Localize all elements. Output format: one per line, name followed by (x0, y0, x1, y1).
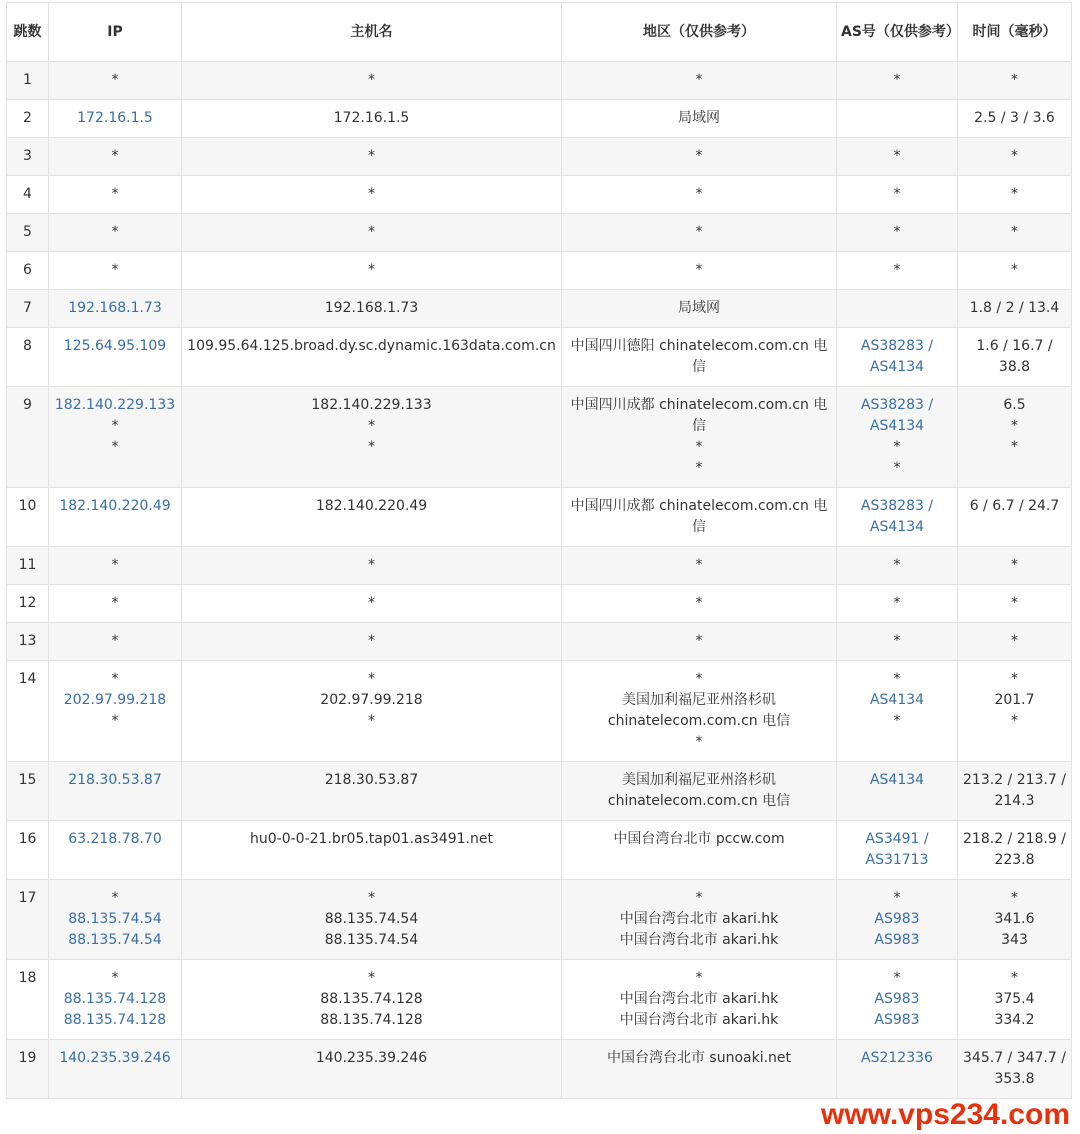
region-cell-text: * (695, 671, 703, 687)
ip-link[interactable]: 202.97.99.218 (63, 692, 167, 708)
region-cell (562, 585, 837, 623)
time-cell-text: * (1011, 557, 1018, 573)
hostname-cell-text: 88.135.74.54 (324, 932, 419, 948)
hostname-cell-text: * (368, 633, 375, 649)
as-cell-text: * (893, 262, 901, 278)
region-cell-text: 中国台湾台北市 akari.hk (619, 911, 779, 927)
time-cell-text: * (1011, 970, 1018, 986)
header-region: 地区（仅供参考） (562, 3, 837, 62)
ip-cell-text: * (111, 970, 119, 986)
hostname-cell (182, 547, 562, 585)
time-cell-text: 343 (1001, 932, 1028, 948)
ip-cell (49, 623, 182, 661)
hostname-cell-text: * (368, 439, 375, 455)
table-row (7, 960, 1072, 1040)
table-row (7, 1040, 1072, 1099)
time-cell (958, 100, 1072, 138)
ip-cell (49, 138, 182, 176)
time-cell (958, 488, 1072, 547)
region-cell (562, 252, 837, 290)
as-cell (837, 960, 958, 1040)
time-cell (958, 138, 1072, 176)
as-cell-text: * (893, 671, 901, 687)
table-row (7, 762, 1072, 821)
region-cell-text: 中国台湾台北市 akari.hk (619, 991, 779, 1007)
table-row (7, 214, 1072, 252)
region-cell-text: 局域网 (678, 300, 720, 316)
as-cell (837, 290, 958, 328)
hostname-cell (182, 1040, 562, 1099)
time-cell (958, 1040, 1072, 1099)
header-hostname: 主机名 (182, 3, 562, 62)
time-cell (958, 960, 1072, 1040)
ip-link[interactable]: 140.235.39.246 (59, 1050, 171, 1066)
time-cell (958, 547, 1072, 585)
region-cell (562, 214, 837, 252)
time-cell-text: * (1011, 595, 1018, 611)
time-cell (958, 252, 1072, 290)
time-cell-text: * (1011, 439, 1018, 455)
hostname-cell-text: * (368, 671, 375, 687)
ip-cell (49, 252, 182, 290)
region-cell (562, 488, 837, 547)
as-cell (837, 661, 958, 762)
hop-cell: 13 (7, 623, 49, 661)
region-cell (562, 100, 837, 138)
table-row (7, 100, 1072, 138)
time-cell (958, 62, 1072, 100)
ip-cell-text: * (111, 557, 119, 573)
table-row (7, 328, 1072, 387)
as-cell (837, 1040, 958, 1099)
time-cell-text: 1.6 / 16.7 / 38.8 (976, 338, 1053, 375)
hostname-cell-text: 182.140.229.133 (311, 397, 432, 413)
hop-cell: 14 (7, 661, 49, 762)
ip-link[interactable]: 182.140.220.49 (59, 498, 171, 514)
time-cell-text: 375.4 (994, 991, 1035, 1007)
region-cell-text: * (695, 460, 703, 476)
hostname-cell-text: 88.135.74.54 (324, 911, 419, 927)
as-cell (837, 821, 958, 880)
hostname-cell-text: * (368, 224, 375, 240)
ip-cell (49, 821, 182, 880)
hostname-cell (182, 328, 562, 387)
ip-cell-text: * (111, 439, 119, 455)
hop-cell: 10 (7, 488, 49, 547)
as-cell-text: * (893, 890, 901, 906)
time-cell (958, 821, 1072, 880)
hostname-cell (182, 62, 562, 100)
time-cell-text: 213.2 / 213.7 / 214.3 (963, 772, 1066, 809)
as-link[interactable]: AS3491 / AS31713 (865, 831, 929, 868)
ip-cell-text: * (111, 148, 119, 164)
hostname-cell-text: * (368, 595, 375, 611)
hostname-cell-text: * (368, 262, 375, 278)
region-cell-text: * (695, 970, 703, 986)
ip-cell (49, 547, 182, 585)
ip-cell-text: * (111, 72, 119, 88)
ip-cell-text: * (111, 713, 119, 729)
as-link[interactable]: AS983 (874, 911, 920, 927)
ip-link[interactable]: 88.135.74.54 (68, 932, 162, 948)
region-cell (562, 62, 837, 100)
hop-cell: 9 (7, 387, 49, 488)
ip-link[interactable]: 88.135.74.128 (63, 1012, 167, 1028)
hostname-cell (182, 960, 562, 1040)
hostname-cell-text: 172.16.1.5 (333, 110, 410, 126)
time-cell-text: * (1011, 72, 1018, 88)
hop-cell: 16 (7, 821, 49, 880)
as-cell-text: * (893, 439, 901, 455)
region-cell-text: * (695, 224, 703, 240)
region-cell (562, 880, 837, 960)
as-link[interactable]: AS983 (874, 991, 920, 1007)
region-cell (562, 661, 837, 762)
time-cell-text: 341.6 (994, 911, 1035, 927)
hop-cell: 17 (7, 880, 49, 960)
as-link[interactable]: AS38283 / AS4134 (860, 338, 934, 375)
region-cell-text: 美国加利福尼亚州洛杉矶 chinatelecom.com.cn 电信 (607, 772, 791, 809)
ip-cell (49, 488, 182, 547)
hostname-cell-text: 88.135.74.128 (320, 1012, 423, 1028)
region-cell (562, 623, 837, 661)
ip-cell-text: * (111, 671, 119, 687)
hostname-cell (182, 585, 562, 623)
hop-cell: 15 (7, 762, 49, 821)
hop-cell: 4 (7, 176, 49, 214)
table-header-row (7, 3, 1072, 62)
time-cell (958, 214, 1072, 252)
time-cell-text: 2.5 / 3 / 3.6 (974, 110, 1055, 126)
as-cell (837, 762, 958, 821)
time-cell (958, 880, 1072, 960)
region-cell (562, 821, 837, 880)
header-time: 时间（毫秒） (958, 3, 1072, 62)
region-cell-text: * (695, 262, 703, 278)
table-body (7, 62, 1072, 1099)
hostname-cell (182, 100, 562, 138)
as-cell-text: * (893, 186, 901, 202)
ip-link[interactable]: 88.135.74.54 (68, 911, 162, 927)
as-link[interactable]: AS4134 (869, 692, 925, 708)
ip-link[interactable]: 182.140.229.133 (54, 397, 176, 413)
hop-cell: 18 (7, 960, 49, 1040)
ip-link[interactable]: 63.218.78.70 (68, 831, 162, 847)
ip-cell-text: * (111, 418, 119, 434)
hostname-cell-text: 218.30.53.87 (324, 772, 419, 788)
region-cell-text: 中国台湾台北市 akari.hk (619, 932, 779, 948)
time-cell-text: 201.7 (994, 692, 1035, 708)
time-cell-text: 6.5 (1003, 397, 1026, 413)
time-cell-text: * (1011, 186, 1018, 202)
table-row (7, 821, 1072, 880)
ip-cell (49, 290, 182, 328)
table-row (7, 623, 1072, 661)
header-hop: 跳数 (7, 3, 49, 62)
region-cell (562, 387, 837, 488)
as-cell (837, 547, 958, 585)
as-cell-text: * (893, 224, 901, 240)
time-cell (958, 290, 1072, 328)
hostname-cell-text: * (368, 557, 375, 573)
hostname-cell (182, 880, 562, 960)
ip-cell-text: * (111, 186, 119, 202)
as-link[interactable]: AS38283 / AS4134 (860, 498, 934, 535)
hop-cell: 5 (7, 214, 49, 252)
ip-cell-text: * (111, 224, 119, 240)
time-cell (958, 176, 1072, 214)
region-cell (562, 762, 837, 821)
ip-cell (49, 585, 182, 623)
time-cell-text: * (1011, 262, 1018, 278)
as-cell (837, 387, 958, 488)
ip-cell-text: * (111, 890, 119, 906)
region-cell-text: 中国台湾台北市 pccw.com (613, 831, 785, 847)
hop-cell: 19 (7, 1040, 49, 1099)
time-cell-text: 334.2 (994, 1012, 1035, 1028)
ip-cell (49, 62, 182, 100)
region-cell-text: * (695, 186, 703, 202)
hostname-cell (182, 762, 562, 821)
region-cell-text: * (695, 148, 703, 164)
time-cell-text: 218.2 / 218.9 / 223.8 (963, 831, 1066, 868)
hostname-cell-text: * (368, 72, 375, 88)
region-cell-text: * (695, 439, 703, 455)
time-cell (958, 623, 1072, 661)
hostname-cell-text: 192.168.1.73 (324, 300, 419, 316)
hostname-cell-text: 182.140.220.49 (315, 498, 428, 514)
as-link[interactable]: AS983 (874, 932, 920, 948)
hostname-cell-text: * (368, 148, 375, 164)
time-cell-text: * (1011, 418, 1018, 434)
hop-cell: 12 (7, 585, 49, 623)
time-cell-text: 6 / 6.7 / 24.7 (969, 498, 1060, 514)
as-cell (837, 62, 958, 100)
ip-cell (49, 1040, 182, 1099)
as-cell (837, 176, 958, 214)
hostname-cell-text: * (368, 890, 375, 906)
as-cell (837, 214, 958, 252)
table-row (7, 488, 1072, 547)
ip-cell (49, 960, 182, 1040)
as-cell (837, 880, 958, 960)
hostname-cell-text: 140.235.39.246 (315, 1050, 428, 1066)
ip-cell-text: * (111, 633, 119, 649)
as-cell (837, 328, 958, 387)
hostname-cell (182, 138, 562, 176)
hostname-cell (182, 214, 562, 252)
as-cell-text: * (893, 970, 901, 986)
region-cell-text: 美国加利福尼亚州洛杉矶 chinatelecom.com.cn 电信 (607, 692, 791, 729)
time-cell-text: * (1011, 148, 1018, 164)
region-cell (562, 290, 837, 328)
table-row (7, 252, 1072, 290)
ip-cell-text: * (111, 262, 119, 278)
header-ip: IP (49, 3, 182, 62)
hop-cell: 3 (7, 138, 49, 176)
as-cell (837, 623, 958, 661)
region-cell-text: * (695, 557, 703, 573)
ip-cell (49, 328, 182, 387)
as-cell (837, 585, 958, 623)
ip-cell (49, 100, 182, 138)
as-cell-text: * (893, 633, 901, 649)
region-cell-text: 中国四川成都 chinatelecom.com.cn 电信 (570, 397, 828, 434)
time-cell (958, 328, 1072, 387)
as-cell-text: * (893, 148, 901, 164)
hostname-cell (182, 176, 562, 214)
table-row (7, 138, 1072, 176)
as-cell-text: * (893, 460, 901, 476)
region-cell-text: * (695, 734, 703, 750)
ip-cell (49, 762, 182, 821)
table-row (7, 585, 1072, 623)
time-cell-text: * (1011, 633, 1018, 649)
region-cell-text: * (695, 890, 703, 906)
table-row (7, 290, 1072, 328)
as-cell-text: * (893, 557, 901, 573)
table-row (7, 880, 1072, 960)
region-cell (562, 1040, 837, 1099)
time-cell (958, 661, 1072, 762)
region-cell (562, 328, 837, 387)
region-cell (562, 138, 837, 176)
ip-cell (49, 661, 182, 762)
time-cell-text: 345.7 / 347.7 / 353.8 (963, 1050, 1066, 1087)
region-cell-text: 中国台湾台北市 sunoaki.net (606, 1050, 792, 1066)
time-cell-text: 1.8 / 2 / 13.4 (969, 300, 1060, 316)
region-cell-text: * (695, 72, 703, 88)
region-cell (562, 547, 837, 585)
as-link[interactable]: AS38283 / AS4134 (860, 397, 934, 434)
region-cell-text: * (695, 633, 703, 649)
hostname-cell (182, 623, 562, 661)
as-cell (837, 488, 958, 547)
hostname-cell (182, 821, 562, 880)
ip-cell (49, 880, 182, 960)
region-cell-text: 中国四川成都 chinatelecom.com.cn 电信 (570, 498, 828, 535)
time-cell-text: * (1011, 224, 1018, 240)
hop-cell: 6 (7, 252, 49, 290)
ip-cell (49, 176, 182, 214)
time-cell (958, 762, 1072, 821)
hostname-cell-text: 88.135.74.128 (320, 991, 423, 1007)
region-cell (562, 176, 837, 214)
hostname-cell (182, 252, 562, 290)
as-link[interactable]: AS212336 (861, 1050, 933, 1066)
region-cell-text: 中国四川德阳 chinatelecom.com.cn 电信 (570, 338, 828, 375)
ip-cell (49, 387, 182, 488)
as-cell-text: * (893, 595, 901, 611)
ip-cell-text: * (111, 595, 119, 611)
header-as: AS号（仅供参考） (837, 3, 958, 62)
ip-link[interactable]: 172.16.1.5 (77, 110, 153, 126)
hostname-cell (182, 290, 562, 328)
as-cell-text: * (893, 713, 901, 729)
ip-link[interactable]: 88.135.74.128 (63, 991, 167, 1007)
hop-cell: 2 (7, 100, 49, 138)
hop-cell: 7 (7, 290, 49, 328)
hostname-cell-text: * (368, 970, 375, 986)
hostname-cell (182, 387, 562, 488)
hostname-cell (182, 488, 562, 547)
time-cell-text: * (1011, 671, 1018, 687)
as-cell (837, 138, 958, 176)
hostname-cell-text: 202.97.99.218 (320, 692, 423, 708)
ip-link[interactable]: 192.168.1.73 (68, 300, 162, 316)
as-cell (837, 252, 958, 290)
time-cell-text: * (1011, 713, 1018, 729)
time-cell (958, 387, 1072, 488)
table-row (7, 387, 1072, 488)
hostname-cell-text: * (368, 713, 375, 729)
ip-link[interactable]: 125.64.95.109 (63, 338, 167, 354)
hostname-cell-text: * (368, 186, 375, 202)
hostname-cell-text: hu0-0-0-21.br05.tap01.as3491.net (250, 831, 493, 847)
as-cell (837, 100, 958, 138)
table-row (7, 62, 1072, 100)
region-cell-text: 局域网 (678, 110, 720, 126)
as-link[interactable]: AS983 (874, 1012, 920, 1028)
hostname-cell-text: * (368, 418, 375, 434)
table-row (7, 661, 1072, 762)
as-link[interactable]: AS4134 (869, 772, 925, 788)
as-cell-text: * (893, 72, 901, 88)
table-row (7, 176, 1072, 214)
region-cell (562, 960, 837, 1040)
hop-cell: 1 (7, 62, 49, 100)
table-row (7, 547, 1072, 585)
traceroute-table (6, 2, 1072, 1099)
hop-cell: 8 (7, 328, 49, 387)
hostname-cell (182, 661, 562, 762)
ip-link[interactable]: 218.30.53.87 (68, 772, 162, 788)
region-cell-text: 中国台湾台北市 akari.hk (619, 1012, 779, 1028)
ip-cell (49, 214, 182, 252)
hop-cell: 11 (7, 547, 49, 585)
time-cell-text: * (1011, 890, 1018, 906)
hostname-cell-text: 109.95.64.125.broad.dy.sc.dynamic.163data.com.cn (187, 338, 556, 354)
watermark: www.vps234.com (821, 1098, 1070, 1131)
time-cell (958, 585, 1072, 623)
region-cell-text: * (695, 595, 703, 611)
